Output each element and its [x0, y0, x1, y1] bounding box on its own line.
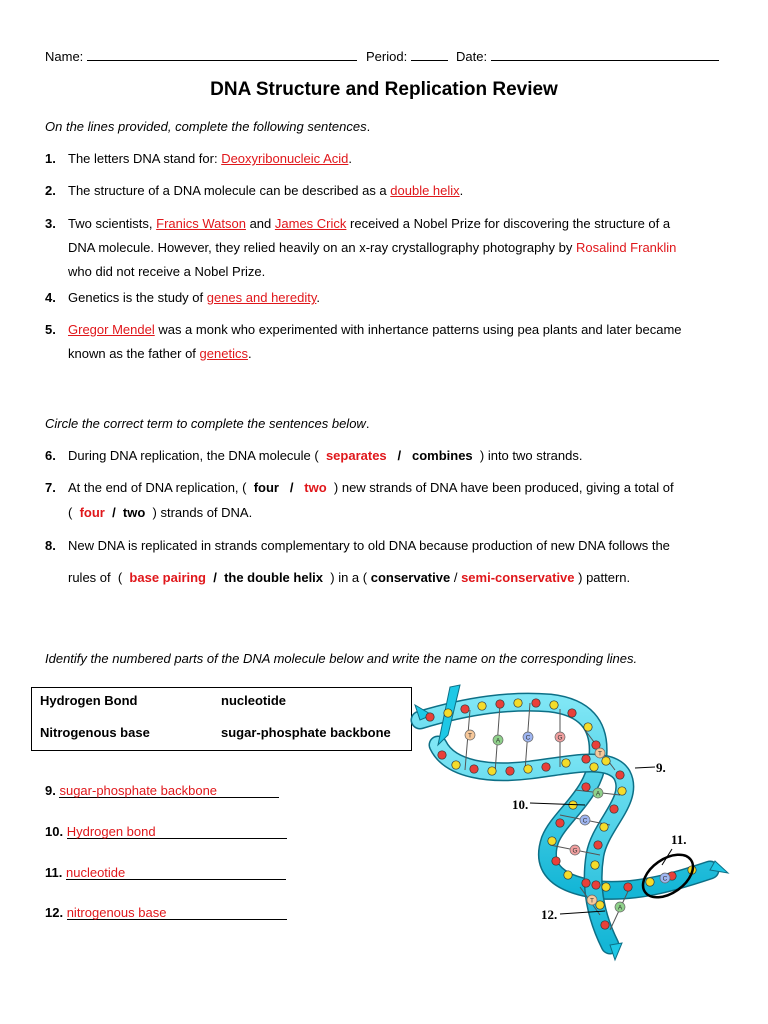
q6-text: During DNA replication, the DNA molecule ( separates / combines ) into two strands.: [68, 448, 583, 463]
base-letter: A: [595, 790, 601, 798]
sugar-marker: [564, 871, 572, 879]
q8-text-line1: New DNA is replicated in strands complementary to old DNA because production of new DNA follows the: [68, 538, 670, 553]
q6-option-combines: combines: [411, 448, 473, 463]
sugar-marker: [524, 765, 532, 773]
section1-instruction: On the lines provided, complete the following sentences.: [45, 119, 371, 134]
base-letter: G: [557, 734, 563, 742]
q5-answer-genetics: genetics: [199, 346, 248, 361]
answer-line-9[interactable]: 9. sugar-phosphate backbone: [45, 783, 279, 798]
base-letter: T: [468, 732, 472, 740]
q6-option-separates: separates: [325, 448, 387, 463]
diagram-label-12: 12.: [541, 907, 558, 922]
q3-text-line1: Two scientists, Franics Watson and James Crick received a Nobel Prize for discovering the structure of a: [68, 216, 671, 231]
q1-text: The letters DNA stand for: Deoxyribonucleic Acid.: [68, 151, 352, 166]
q8-option-conservative: conservative: [370, 570, 451, 585]
q4-text: Genetics is the study of genes and heredity.: [68, 290, 320, 305]
q3-text-line2: DNA molecule. However, they relied heavily on an x-ray crystallography photography by Rosalind Franklin: [68, 240, 677, 255]
base-letter: G: [572, 847, 578, 855]
q3-number: 3.: [45, 216, 56, 231]
q8-option-semi-conservative: semi-conservative: [461, 570, 575, 585]
phosphate-marker: [568, 709, 576, 717]
word-bank-hydrogen-bond: Hydrogen Bond: [40, 693, 138, 708]
sugar-marker: [602, 757, 610, 765]
phosphate-marker: [582, 755, 590, 763]
sugar-marker: [646, 878, 654, 886]
sugar-marker: [452, 761, 460, 769]
q3-answer-crick: James Crick: [274, 216, 347, 231]
word-bank-nucleotide: nucleotide: [221, 693, 287, 708]
sugar-marker: [591, 861, 599, 869]
q1-number: 1.: [45, 151, 56, 166]
base-letter: T: [590, 897, 594, 905]
sugar-marker: [550, 701, 558, 709]
answer-line-10[interactable]: 10. Hydrogen bond: [45, 824, 287, 839]
base-letter: A: [617, 904, 623, 912]
base-letter: A: [495, 737, 501, 745]
date-label: Date:: [456, 49, 488, 64]
sugar-marker: [444, 709, 452, 717]
phosphate-marker: [616, 771, 624, 779]
sugar-marker: [600, 823, 608, 831]
q7-text-line1: At the end of DNA replication, ( four / two ) new strands of DNA have been produced, giving a total of: [68, 480, 674, 495]
q5-text-line1: Gregor Mendel was a monk who experimented with inhertance patterns using pea plants and later became: [68, 322, 682, 337]
answer-10: Hydrogen bond: [66, 824, 156, 839]
phosphate-marker: [542, 763, 550, 771]
q3-text-line3: who did not receive a Nobel Prize.: [68, 264, 266, 279]
q8-option-base-pairing: base pairing: [129, 570, 206, 585]
sugar-marker: [478, 702, 486, 710]
q5-answer-mendel: Gregor Mendel: [68, 322, 155, 337]
period-label: Period:: [366, 49, 408, 64]
base-letter: C: [525, 734, 531, 742]
phosphate-marker: [601, 921, 609, 929]
q4-number: 4.: [45, 290, 56, 305]
phosphate-marker: [582, 783, 590, 791]
q2-number: 2.: [45, 183, 56, 198]
phosphate-marker: [470, 765, 478, 773]
base-letter: T: [598, 750, 602, 758]
phosphate-marker: [552, 857, 560, 865]
strand-end-bottom: [610, 943, 622, 960]
diagram-label-11: 11.: [671, 832, 687, 847]
q7-option-two: two: [304, 480, 327, 495]
q7-option-four: four: [253, 480, 279, 495]
q6-number: 6.: [45, 448, 56, 463]
base-letter: C: [662, 875, 668, 883]
phosphate-marker: [610, 805, 618, 813]
answer-line-11[interactable]: 11. nucleotide: [45, 865, 286, 880]
section2-instruction: Circle the correct term to complete the sentences below.: [45, 416, 370, 431]
q7-option-four-total: four: [79, 505, 105, 520]
double-helix: [415, 685, 728, 960]
word-bank-nitrogenous-base: Nitrogenous base: [40, 725, 150, 740]
phosphate-marker: [461, 705, 469, 713]
name-field[interactable]: [45, 47, 357, 64]
phosphate-marker: [624, 883, 632, 891]
answer-12: nitrogenous base: [66, 905, 167, 920]
backbone-strand-a: [420, 702, 710, 890]
phosphate-marker: [426, 713, 434, 721]
q8-text-line2: rules of ( base pairing / the double helix ) in a ( conservative / semi-conservative ) pattern.: [68, 570, 631, 585]
phosphate-marker: [582, 879, 590, 887]
word-bank: [31, 687, 412, 751]
phosphate-marker: [506, 767, 514, 775]
sugar-marker: [514, 699, 522, 707]
name-label: Name:: [45, 49, 84, 64]
q3-answer-watson: Franics Watson: [156, 216, 246, 231]
period-field[interactable]: [366, 47, 448, 64]
phosphate-marker: [532, 699, 540, 707]
page-title: DNA Structure and Replication Review: [210, 79, 558, 100]
sugar-marker: [618, 787, 626, 795]
phosphate-marker: [592, 881, 600, 889]
sugar-marker: [602, 883, 610, 891]
answer-9: sugar-phosphate backbone: [59, 783, 218, 798]
sugar-marker: [590, 763, 598, 771]
sugar-marker: [488, 767, 496, 775]
phosphate-marker: [594, 841, 602, 849]
q7-text-line2: ( four / two ) strands of DNA.: [68, 505, 253, 520]
q8-option-double-helix: the double helix: [224, 570, 324, 585]
sugar-marker: [562, 759, 570, 767]
q1-answer: Deoxyribonucleic Acid: [221, 151, 349, 166]
answer-line-12[interactable]: 12. nitrogenous base: [45, 905, 287, 920]
q7-number: 7.: [45, 480, 56, 495]
q5-number: 5.: [45, 322, 56, 337]
phosphate-marker: [556, 819, 564, 827]
q2-answer: double helix: [390, 183, 460, 198]
word-bank-sugar-phosphate-backbone: sugar-phosphate backbone: [221, 725, 391, 740]
q3-answer-franklin: Rosalind Franklin: [575, 240, 677, 255]
sugar-marker: [596, 901, 604, 909]
q2-text: The structure of a DNA molecule can be described as a double helix.: [68, 183, 464, 198]
sugar-marker: [584, 723, 592, 731]
diagram-label-9: 9.: [656, 760, 666, 775]
dna-diagram: [410, 675, 740, 965]
answer-11: nucleotide: [65, 865, 126, 880]
q4-answer: genes and heredity: [206, 290, 317, 305]
phosphate-marker: [496, 700, 504, 708]
base-letter: C: [582, 817, 588, 825]
section3-instruction: Identify the numbered parts of the DNA molecule below and write the name on the corresponding lines.: [45, 651, 638, 666]
date-field[interactable]: [456, 47, 719, 64]
sugar-marker: [548, 837, 556, 845]
diagram-label-10: 10.: [512, 797, 529, 812]
q7-option-two-total: two: [122, 505, 146, 520]
q8-number: 8.: [45, 538, 56, 553]
q5-text-line2: known as the father of genetics.: [68, 346, 252, 361]
phosphate-marker: [438, 751, 446, 759]
